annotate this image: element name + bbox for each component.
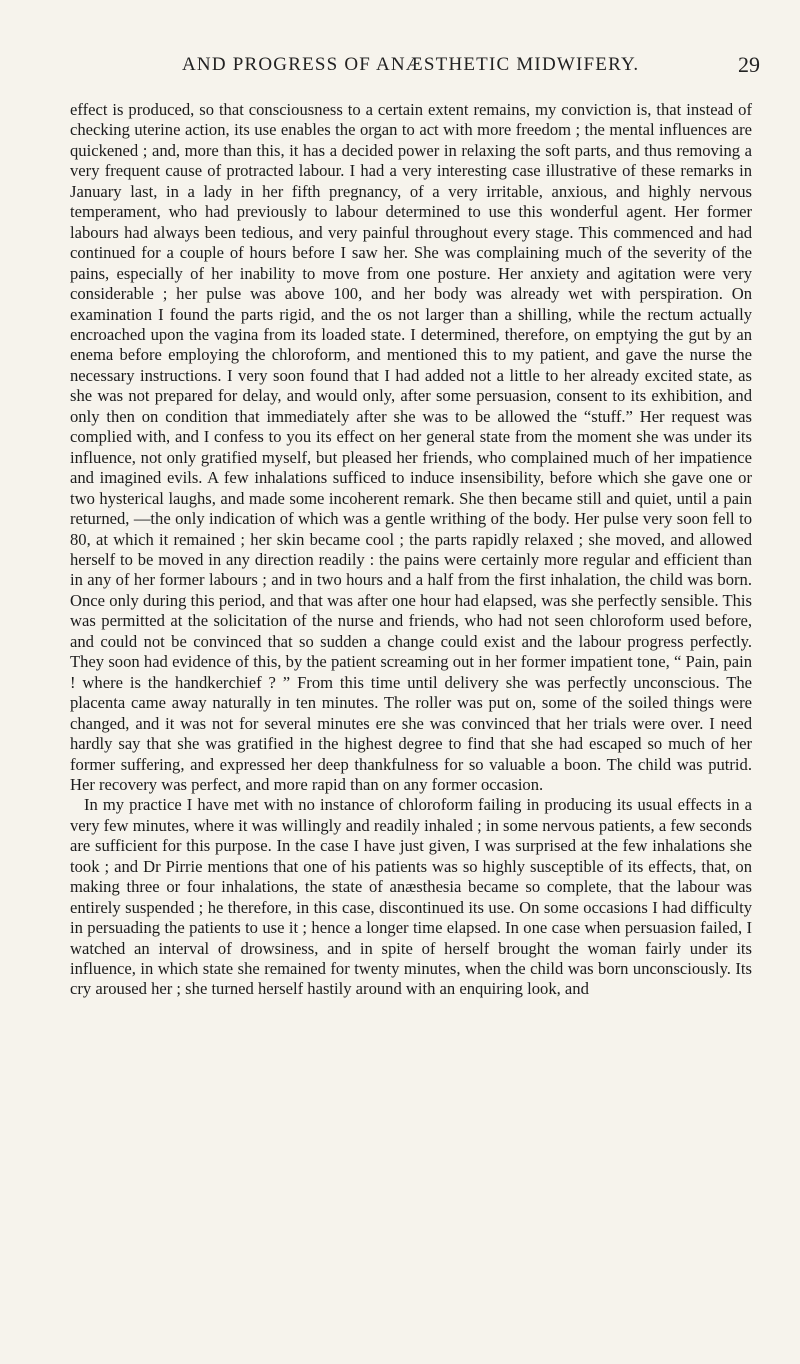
paragraph: effect is produced, so that consciousness to a certain extent remains, my conviction is, that instead of checking uterine action, its use enables the organ to act with more freedom ; the mental influences are quickened ; and, more than this, it has a decided power in relaxing the soft parts, and thus removing a very frequent cause of protracted labour. I had a very interesting case illustrative of these remarks in January last, in a lady in her fifth pregnancy, of a very irritable, anxious, and highly nervous temperament, who had previously to labour determined to use this wonderful agent. Her former labours had always been tedious, and very painful throughout every stage. This commenced and had continued for a couple of hours before I saw her. She was complaining much of the severity of the pains, especially of her inability to move from one posture. Her anxiety and agitation were very considerable ; her pulse was above 100, and her body was already wet with perspiration. On examination I found the parts rigid, and the os not larger than a shilling, while the rectum actually encroached upon the vagina from its loaded state. I determined, therefore, on emptying the gut by an enema before employing the chloroform, and mentioned this to my patient, and gave the nurse the necessary instructions. I very soon found that I had added not a little to her already excited state, as she was not prepared for delay, and would only, after some persuasion, consent to its exhibition, and only then on condition that immediately after she was to be allowed the “stuff.” Her request was complied with, and I confess to you its effect on her general state from the moment she was under its influence, not only gratified myself, but pleased her friends, who complained much of her impatience and imagined evils. A few inhalations sufficed to induce insensibility, before which she gave one or two hysterical laughs, and made some incoherent remark. She then became still and quiet, until a pain returned, —the only indication of which was a gentle writhing of the body. Her pulse very soon fell to 80, at which it remained ; her skin became cool ; the parts rapidly relaxed ; she moved, and allowed herself to be moved in any direction readily : the pains were certainly more regular and efficient than in any of her former labours ; and in two hours and a half from the first inhalation, the child was born. Once only during this period, and that was after one hour had elapsed, was she perfectly sensible. This was permitted at the solicitation of the nurse and friends, who had not seen chloroform used before, and could not be convinced that so sudden a change could exist and the labour progress perfectly. They soon had evidence of this, by the patient screaming out in her former impatient tone, “ Pain, pain ! where is the handkerchief ? ” From this time until delivery she was perfectly unconscious. The placenta came away naturally in ten minutes. The roller was put on, some of the soiled things were changed, and it was not for several minutes ere she was convinced that her trials were over. I need hardly say that she was gratified in the highest degree to find that she had escaped so much of her former suffering, and expressed her deep thankfulness for so valuable a boon. The child was putrid. Her recovery was perfect, and more rapid than on any former occasion. [70, 100, 752, 794]
running-head: AND PROGRESS OF ANÆSTHETIC MIDWIFERY. [182, 54, 640, 75]
page-number: 29 [738, 52, 760, 77]
page-header [70, 54, 760, 80]
paragraph: In my practice I have met with no instance of chloroform failing in producing its usual effects in a very few minutes, where it was willingly and readily inhaled ; in some nervous patients, a few seconds are sufficient for this purpose. In the case I have just given, I was surprised at the few inhalations she took ; and Dr Pirrie mentions that one of his patients was so highly susceptible of its effects, that, on making three or four inhalations, the state of anæsthesia became so complete, that the labour was entirely suspended ; he therefore, in this case, discontinued its use. On some occasions I had difficulty in persuading the patients to use it ; hence a longer time elapsed. In one case when persuasion failed, I watched an interval of drowsiness, and in spite of herself brought the woman fairly under its influence, in which state she remained for twenty minutes, when the child was born unconsciously. Its cry aroused her ; she turned herself hastily around with an enquiring look, and [70, 795, 752, 999]
body-text [70, 100, 752, 1000]
